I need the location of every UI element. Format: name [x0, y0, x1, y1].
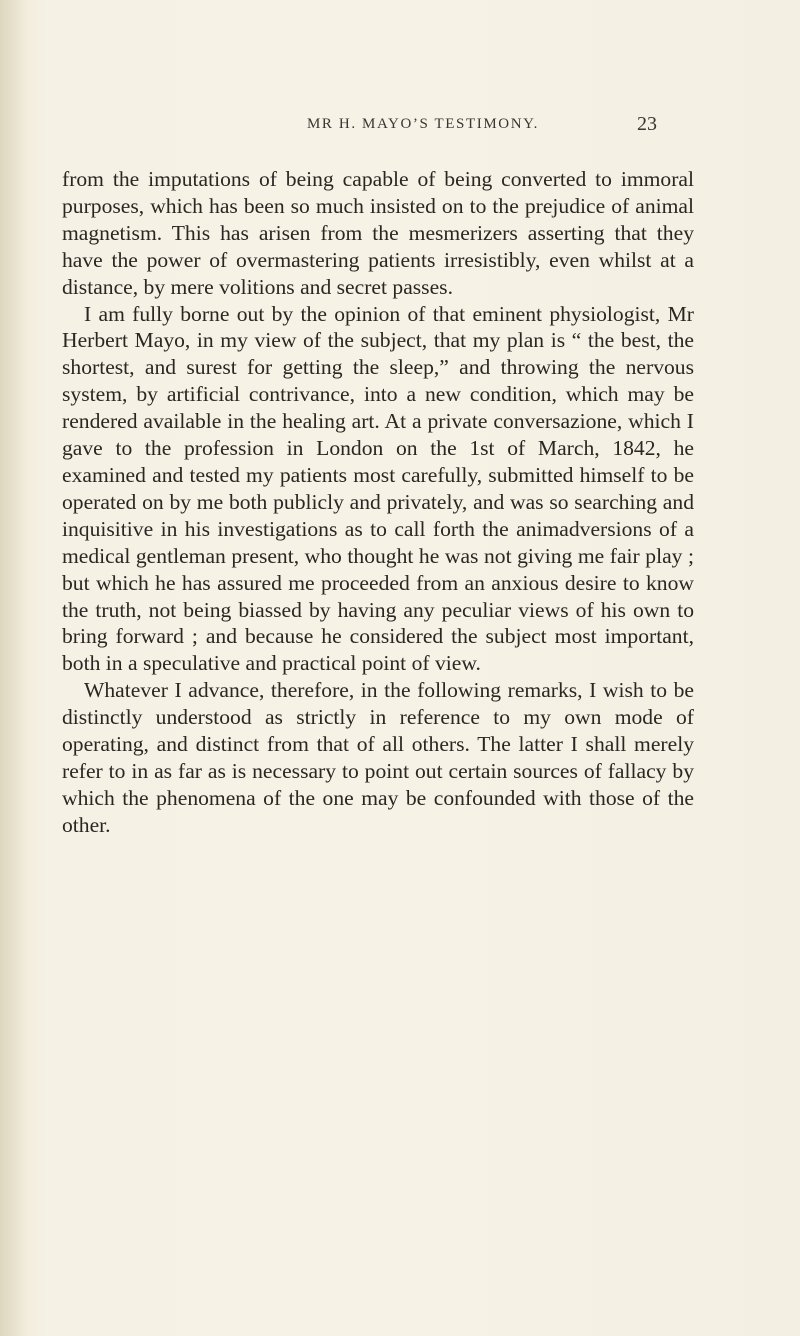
paragraph-3: Whatever I advance, therefore, in the following remarks, I wish to be distinctly understood as strictly in reference to my own mode of operating, and distinct from that of all others. The latter I shall merely refer to in as far as is necessary to point out certain sources of fallacy by which the phenomena of the one may be confounded with those of the other. [62, 678, 694, 837]
paragraph-2: I am fully borne out by the opinion of that eminent physiologist, Mr Herbert Mayo, in my view of the subject, that my plan is “ the best, the shortest, and surest for getting the sleep,” and throwing the nervous system, by artificial contrivance, into a new condition, which may be rendered available in the healing art. At a private conversazione, which I gave to the profession in London on the 1st of March, 1842, he examined and tested my patients most carefully, submitted himself to be operated on by me both publicly and privately, and was so searching and inquisitive in his investigations as to call forth the animadversions of a medical gentleman present, who thought he was not giving me fair play ; but which he has assured me proceeded from an anxious desire to know the truth, not being biassed by having any peculiar views of his own to bring forward ; and because he considered the subject most important, both in a speculative and practical point of view. [62, 301, 694, 676]
page-edge-shadow [0, 0, 28, 1336]
page-number: 23 [637, 113, 657, 135]
body-text [62, 166, 694, 839]
paragraph-1: from the imputations of being capable of being converted to immoral purposes, which has been so much insisted on to the prejudice of animal magnetism. This has arisen from the mesmerizers asserting that they have the power of overmastering patients irresistibly, even whilst at a distance, by mere volitions and secret passes. [62, 167, 694, 299]
running-head [0, 113, 800, 140]
running-title: MR H. MAYO’S TESTIMONY. [307, 116, 539, 132]
